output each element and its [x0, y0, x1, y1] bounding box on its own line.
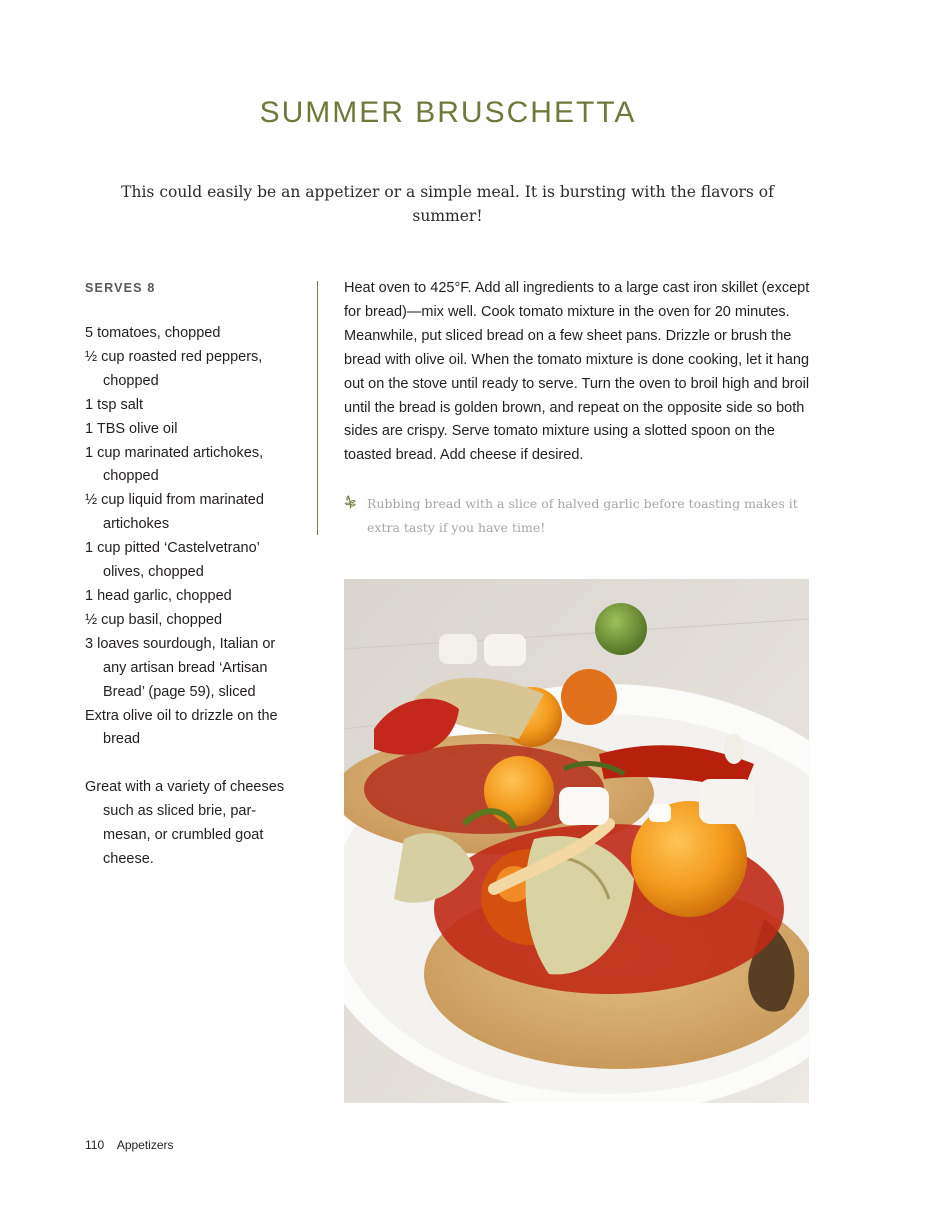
recipe-title: SUMMER BRUSCHETTA [259, 96, 637, 129]
ingredient-item: 1 cup marinated artichokes, chopped [85, 444, 264, 485]
ingredient-item: 1 head garlic, chopped [85, 587, 232, 604]
ingredient-list [85, 322, 300, 752]
ingredient-item: 1 cup pitted ‘Castelvetrano’ olives, chopped [85, 540, 260, 581]
ingredient-item: ½ cup basil, chopped [85, 611, 223, 628]
ingredient-item: Extra olive oil to drizzle on the bread [85, 707, 278, 748]
bruschetta-photo [344, 579, 809, 1103]
page-number: 110 [85, 1138, 105, 1152]
tip-text: Rubbing bread with a slice of halved garlic before toasting makes it extra tasty if you have time! [367, 496, 798, 535]
serves-label: SERVES 8 [85, 281, 156, 295]
wheat-sprig-icon [344, 493, 357, 509]
column-divider [317, 281, 318, 535]
ingredient-item: 1 TBS olive oil [85, 420, 178, 437]
section-name: Appetizers [116, 1138, 174, 1152]
ingredient-item: ½ cup roasted red peppers, chopped [85, 348, 263, 389]
ingredient-item: 3 loaves sourdough, Italian or any artisan bread ‘Artisan Bread’ (page 59), sliced [85, 635, 276, 700]
tip-block [344, 492, 812, 540]
ingredient-item: ½ cup liquid from marinated artichokes [85, 492, 264, 533]
ingredient-item: 5 tomatoes, chopped [85, 325, 221, 341]
ingredients-column [85, 278, 300, 872]
page-footer [85, 1138, 174, 1152]
recipe-instructions: Heat oven to 425°F. Add all ingredients to a large cast iron skillet (except for bread)—mix well. Cook tomato mixture in the oven for 20 minutes. Meanwhile, put sliced bread on a few sheet pans. Drizzle or brush the bread with olive oil. When the tomato mixture is done cooking, let it hang out on the stove until ready to serve. Turn the oven to broil high and broil until the bread is golden brown, and repeat on the opposite side so both sides are crispy. Serve tomato mixture using a slotted spoon on the toasted bread. Add cheese if desired. [344, 280, 810, 464]
recipe-intro: This could easily be an appetizer or a simple meal. It is bursting with the flavors of summer! [121, 183, 774, 225]
ingredient-item: 1 tsp salt [85, 396, 144, 413]
cheese-note: Great with a variety of cheeses such as sliced brie, par- mesan, or crumbled goat cheese. [85, 779, 285, 868]
